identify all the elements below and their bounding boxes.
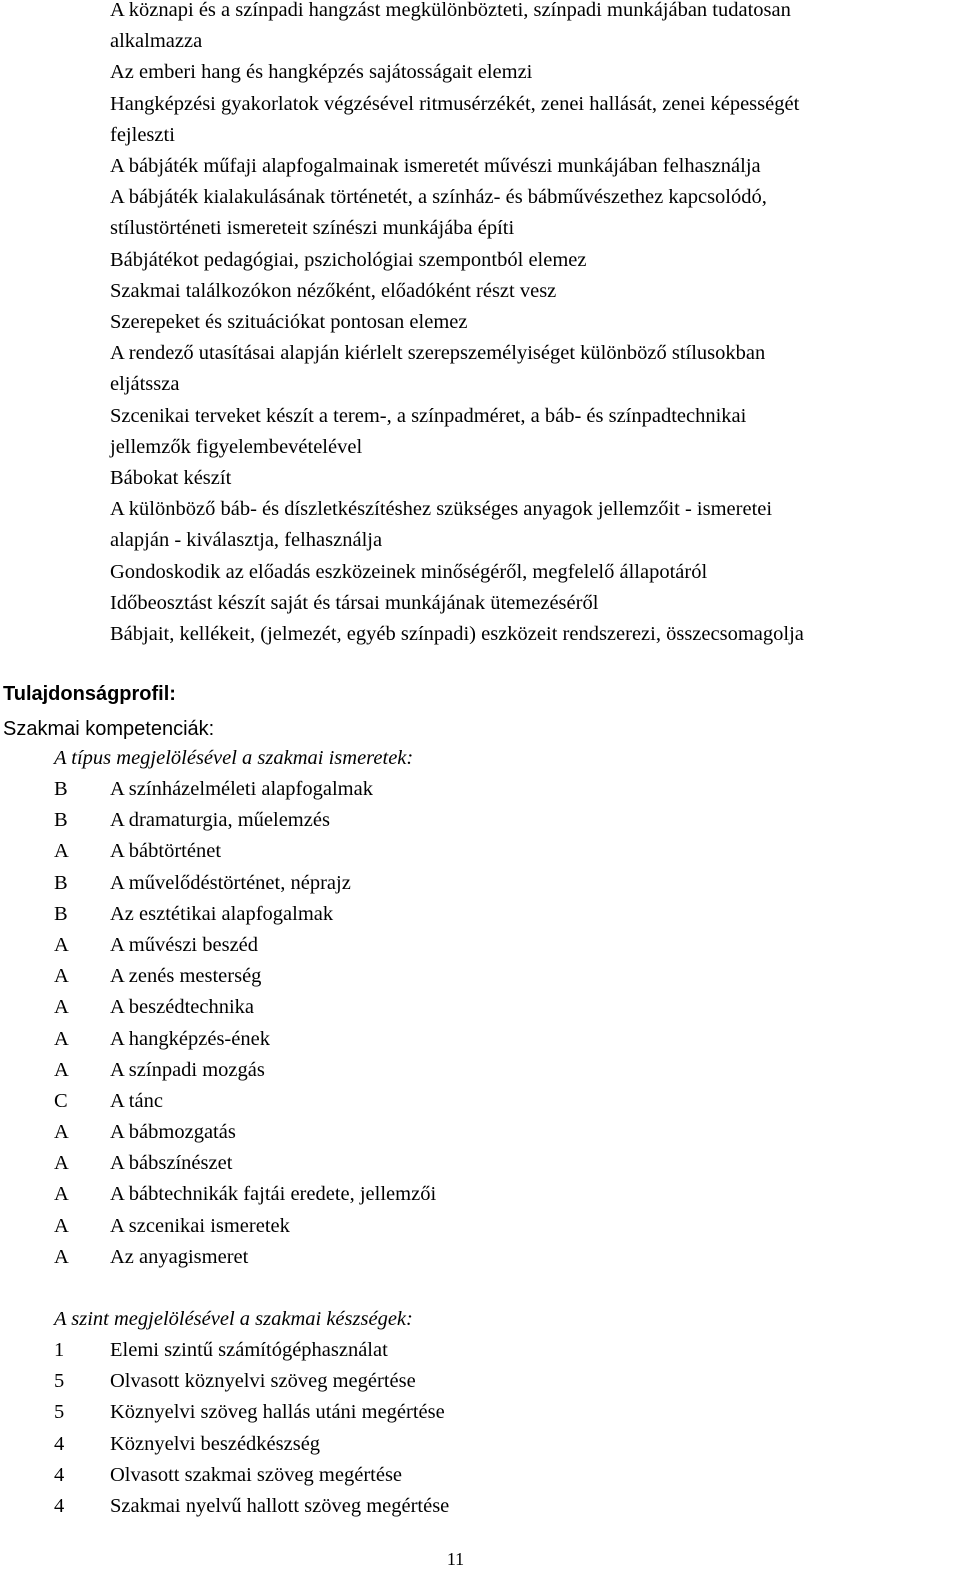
knowledge-label: A hangképzés-ének xyxy=(110,1027,270,1050)
knowledge-row xyxy=(54,1179,436,1210)
knowledge-type: A xyxy=(54,933,69,956)
skill-label: Köznyelvi szöveg hallás utáni megértése xyxy=(110,1401,445,1424)
knowledge-row xyxy=(54,1024,436,1055)
knowledge-type: B xyxy=(54,902,68,925)
profile-subtitle: Szakmai kompetenciák: xyxy=(3,718,215,740)
task-line: alkalmazza xyxy=(110,30,203,53)
knowledge-label: Az anyagismeret xyxy=(110,1245,249,1268)
task-line: A rendező utasításai alapján kiérlelt szerepszemélyiséget különböző stílusokban xyxy=(110,342,766,365)
skill-row xyxy=(54,1429,449,1460)
knowledge-row xyxy=(54,805,436,836)
knowledge-label: A bábtechnikák fajtái eredete, jellemzői xyxy=(110,1183,437,1206)
knowledge-row xyxy=(54,1211,436,1242)
skill-level: 5 xyxy=(54,1401,65,1424)
skill-level: 1 xyxy=(54,1339,65,1361)
knowledge-row xyxy=(54,1055,436,1086)
knowledge-type: B xyxy=(54,871,68,894)
knowledge-label: Az esztétikai alapfogalmak xyxy=(110,902,334,925)
task-line: A köznapi és a színpadi hangzást megkülönbözteti, színpadi munkájában tudatosan xyxy=(110,0,791,21)
knowledge-row xyxy=(54,836,436,867)
task-line: Bábjátékot pedagógiai, pszichológiai szempontból elemez xyxy=(110,248,587,271)
skill-label: Olvasott szakmai szöveg megértése xyxy=(110,1463,403,1486)
task-line: stílustörténeti ismereteit színészi munkájába építi xyxy=(110,217,515,240)
profile-title: Tulajdonságprofil: xyxy=(3,683,176,705)
skill-row xyxy=(54,1460,449,1491)
task-line: Szcenikai terveket készít a terem-, a színpadméret, a báb- és színpadtechnikai xyxy=(110,404,747,427)
skill-row xyxy=(54,1397,449,1428)
knowledge-row xyxy=(54,992,436,1023)
knowledge-type: B xyxy=(54,778,68,800)
knowledge-label: A művészi beszéd xyxy=(110,933,259,956)
task-line: Szerepeket és szituációkat pontosan elemez xyxy=(110,311,468,334)
knowledge-row xyxy=(54,1148,436,1179)
knowledge-row xyxy=(54,868,436,899)
skill-label: Elemi szintű számítógéphasználat xyxy=(110,1339,388,1361)
skill-row xyxy=(54,1366,449,1397)
knowledge-row xyxy=(54,1086,436,1117)
knowledge-list xyxy=(54,774,436,1273)
knowledge-type: A xyxy=(54,1245,69,1268)
task-line: Bábjait, kellékeit, (jelmezét, egyéb színpadi) eszközeit rendszerezi, összecsomagolja xyxy=(110,623,804,646)
knowledge-row xyxy=(54,774,436,805)
task-line: eljátssza xyxy=(110,373,180,396)
knowledge-label: A dramaturgia, műelemzés xyxy=(110,809,330,832)
task-line: A bábjáték műfaji alapfogalmainak ismeretét művészi munkájában felhasználja xyxy=(110,155,761,178)
task-line: Szakmai találkozókon nézőként, előadóként részt vesz xyxy=(110,279,557,302)
knowledge-label: A bábtörténet xyxy=(110,840,222,863)
knowledge-label: A szcenikai ismeretek xyxy=(110,1214,290,1237)
skill-row xyxy=(54,1335,449,1366)
knowledge-type: A xyxy=(54,996,69,1019)
knowledge-label: A színpadi mozgás xyxy=(110,1058,265,1081)
task-line: A bábjáték kialakulásának történetét, a színház- és bábművészethez kapcsolódó, xyxy=(110,186,767,209)
knowledge-label: A tánc xyxy=(110,1089,163,1112)
knowledge-row xyxy=(54,1242,436,1273)
knowledge-label: A beszédtechnika xyxy=(110,996,255,1019)
knowledge-row xyxy=(54,1117,436,1148)
skills-section-title: A szint megjelölésével a szakmai készségek: xyxy=(54,1308,413,1330)
task-line: Időbeosztást készít saját és társai munkájának ütemezéséről xyxy=(110,591,599,614)
knowledge-type: A xyxy=(54,1183,69,1206)
knowledge-type: A xyxy=(54,1058,69,1081)
task-line: Hangképzési gyakorlatok végzésével ritmusérzékét, zenei hallását, zenei képességét xyxy=(110,92,800,115)
skill-level: 4 xyxy=(54,1494,65,1517)
task-line: A különböző báb- és díszletkészítéshez szükséges anyagok jellemzőit - ismeretei xyxy=(110,498,773,521)
skill-level: 4 xyxy=(54,1463,65,1486)
skill-row xyxy=(54,1491,449,1522)
knowledge-section-title: A típus megjelölésével a szakmai ismeretek: xyxy=(54,747,414,769)
knowledge-type: C xyxy=(54,1089,68,1112)
knowledge-type: A xyxy=(54,1214,69,1237)
skill-level: 4 xyxy=(54,1432,65,1455)
task-line: jellemzők figyelembevételével xyxy=(110,435,363,458)
page-number: 11 xyxy=(446,1549,465,1569)
knowledge-label: A színházelméleti alapfogalmak xyxy=(110,778,373,800)
skill-label: Olvasott köznyelvi szöveg megértése xyxy=(110,1370,416,1393)
task-line: fejleszti xyxy=(110,123,175,146)
knowledge-type: A xyxy=(54,1121,69,1144)
knowledge-type: A xyxy=(54,840,69,863)
knowledge-type: A xyxy=(54,1152,69,1175)
knowledge-row xyxy=(54,961,436,992)
knowledge-label: A bábmozgatás xyxy=(110,1121,236,1144)
skills-list xyxy=(54,1335,449,1522)
knowledge-type: B xyxy=(54,809,68,832)
knowledge-type: A xyxy=(54,1027,69,1050)
task-list xyxy=(110,0,952,650)
skill-label: Szakmai nyelvű hallott szöveg megértése xyxy=(110,1494,450,1517)
knowledge-label: A művelődéstörténet, néprajz xyxy=(110,871,351,894)
knowledge-label: A zenés mesterség xyxy=(110,965,262,988)
knowledge-row xyxy=(54,930,436,961)
skill-label: Köznyelvi beszédkészség xyxy=(110,1432,321,1455)
task-line: Gondoskodik az előadás eszközeinek minőségéről, megfelelő állapotáról xyxy=(110,560,708,583)
skill-level: 5 xyxy=(54,1370,65,1393)
task-line: Az emberi hang és hangképzés sajátosságait elemzi xyxy=(110,61,533,84)
task-line: alapján - kiválasztja, felhasználja xyxy=(110,529,383,552)
knowledge-type: A xyxy=(54,965,69,988)
task-line: Bábokat készít xyxy=(110,467,232,490)
knowledge-label: A bábszínészet xyxy=(110,1152,233,1175)
knowledge-row xyxy=(54,899,436,930)
